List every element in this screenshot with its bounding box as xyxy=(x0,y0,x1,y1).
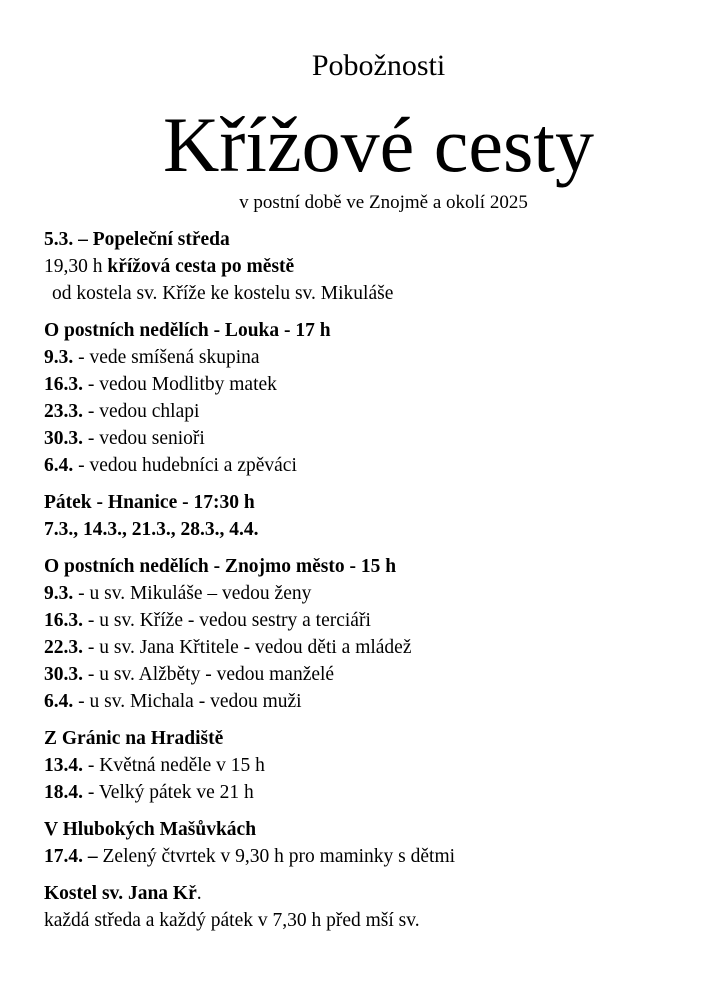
item-date: 6.4. xyxy=(44,455,74,476)
schedule-text: každá středa a každý pátek v 7,30 h před mší sv. xyxy=(44,910,420,931)
section-heading: Pátek - Hnanice - 17:30 h xyxy=(44,492,255,513)
item-date: 30.3. xyxy=(44,428,83,449)
dates-line: 7.3., 14.3., 21.3., 28.3., 4.4. xyxy=(44,519,259,540)
list-item xyxy=(44,371,694,398)
item-text: - u sv. Michala - vedou muži xyxy=(73,691,302,712)
item-text: - Květná neděle v 15 h xyxy=(83,755,265,776)
list-item xyxy=(44,398,694,425)
item-date: 30.3. xyxy=(44,664,83,685)
section-heading: V Hlubokých Mašůvkách xyxy=(44,819,257,840)
list-item xyxy=(44,607,694,634)
list-item xyxy=(44,752,694,779)
list-item xyxy=(44,661,694,688)
item-date: 13.4. xyxy=(44,755,83,776)
list-item xyxy=(44,779,694,806)
document-title: Křížové cesty xyxy=(163,101,594,188)
item-date: 9.3. xyxy=(44,583,74,604)
item-text: Zelený čtvrtek v 9,30 h pro maminky s dětmi xyxy=(97,846,456,867)
item-text: - Velký pátek ve 21 h xyxy=(83,782,254,803)
schedule-content xyxy=(44,226,694,944)
section-heading: Z Gránic na Hradiště xyxy=(44,728,224,749)
item-date: 22.3. xyxy=(44,637,83,658)
list-item xyxy=(44,425,694,452)
section-louka xyxy=(44,317,694,479)
item-text: - u sv. Jana Křtitele - vedou děti a mládež xyxy=(83,637,412,658)
section-masuvky xyxy=(44,816,694,870)
item-date: 18.4. xyxy=(44,782,83,803)
section-ash-wednesday xyxy=(44,226,694,307)
item-text: - u sv. Alžběty - vedou manželé xyxy=(83,664,335,685)
event-line xyxy=(44,253,694,280)
document-kicker: Pobožnosti xyxy=(311,49,446,82)
list-item xyxy=(44,344,694,371)
section-heading: O postních nedělích - Louka - 17 h xyxy=(44,320,331,341)
section-heading: O postních nedělích - Znojmo město - 15 h xyxy=(44,556,397,577)
list-item xyxy=(44,580,694,607)
item-date: 6.4. xyxy=(44,691,74,712)
item-date: 9.3. xyxy=(44,347,74,368)
event-time: 19,30 h xyxy=(44,256,103,277)
item-date: 17.4. – xyxy=(44,846,98,867)
section-heading: Kostel sv. Jana Kř. xyxy=(44,883,202,904)
section-znojmo xyxy=(44,553,694,715)
item-date: 16.3. xyxy=(44,610,83,631)
section-granice xyxy=(44,725,694,806)
event-route: od kostela sv. Kříže ke kostelu sv. Mikuláše xyxy=(52,283,394,304)
event-name: křížová cesta po městě xyxy=(107,256,295,277)
item-text: - vede smíšená skupina xyxy=(73,347,260,368)
list-item xyxy=(44,843,694,870)
item-date: 23.3. xyxy=(44,401,83,422)
list-item xyxy=(44,452,694,479)
item-text: - u sv. Mikuláše – vedou ženy xyxy=(73,583,312,604)
item-text: - u sv. Kříže - vedou sestry a terciáři xyxy=(83,610,371,631)
item-text: - vedou hudebníci a zpěváci xyxy=(73,455,297,476)
section-heading: 5.3. – Popeleční středa xyxy=(44,229,230,250)
item-text: - vedou senioři xyxy=(83,428,205,449)
item-text: - vedou chlapi xyxy=(83,401,200,422)
document-subtitle: v postní době ve Znojmě a okolí 2025 xyxy=(239,192,528,213)
list-item xyxy=(44,634,694,661)
item-text: - vedou Modlitby matek xyxy=(83,374,277,395)
list-item xyxy=(44,688,694,715)
section-jan-kr xyxy=(44,880,694,934)
section-hnanice xyxy=(44,489,694,543)
item-date: 16.3. xyxy=(44,374,83,395)
